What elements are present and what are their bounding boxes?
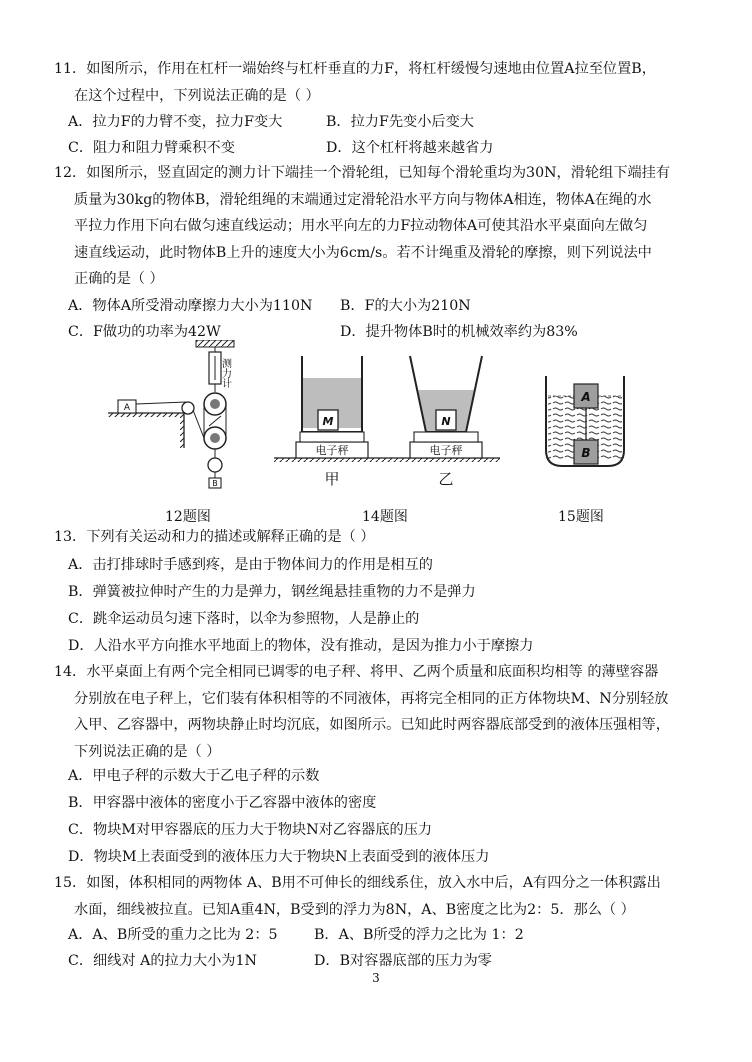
q11-option-b[interactable]: B．拉力F先变小后变大 bbox=[326, 114, 474, 130]
q15-option-c[interactable]: C．细线对 A的拉力大小为1N bbox=[68, 953, 257, 969]
figure-12 bbox=[108, 340, 234, 488]
question-11-line-2: 在这个过程中，下列说法正确的是（ ） bbox=[74, 87, 320, 104]
question-15-line-2: 水面，细线被拉直。已知A重4N，B受到的浮力为8N，A、B密度之比为2：5．那么（ ） bbox=[74, 901, 635, 918]
svg-text:N: N bbox=[441, 415, 451, 428]
question-11-options-row-1 bbox=[68, 109, 708, 135]
question-11-line-1: 11．如图所示，作用在杠杆一端始终与杠杆垂直的力F，将杠杆缓慢匀速地由位置A拉至位置B， bbox=[54, 61, 656, 77]
q14-option-d[interactable]: D．物块M上表面受到的液体压力大于物块N上表面受到的液体压力 bbox=[68, 849, 490, 865]
question-14 bbox=[54, 659, 710, 765]
page-number: 3 bbox=[372, 971, 380, 985]
question-14-line-3: 入甲、乙容器中，两物块静止时均沉底，如图所示。已知此时两容器底部受到的液体压强相等， bbox=[74, 717, 670, 734]
q14-option-c[interactable]: C．物块M对甲容器底的压力大于物块N对乙容器底的压力 bbox=[68, 822, 433, 838]
q15-option-d[interactable]: D．B对容器底部的压力为零 bbox=[314, 953, 492, 969]
question-12-line-4: 速直线运动，此时物体B上升的速度大小为6cm/s。若不计绳重及滑轮的摩擦，则下列说法中 bbox=[74, 244, 652, 261]
question-12-line-3: 平拉力作用下向右做匀速直线运动；用水平向左的力F拉动物体A可使其沿水平桌面向左做匀 bbox=[74, 218, 648, 235]
figures-drawing bbox=[0, 340, 752, 530]
label-jia: 甲 bbox=[324, 470, 340, 488]
q12-option-c[interactable]: C．F做功的功率为42W bbox=[68, 324, 221, 340]
svg-text:M: M bbox=[322, 415, 334, 428]
question-14-line-2: 分别放在电子秤上，它们装有体积相等的不同液体，再将完全相同的正方体物块M、N分别轻放 bbox=[74, 690, 669, 707]
question-15-line-1: 15．如图，体积相同的两物体 A、B用不可伸长的细线系住，放入水中后，A有四分之一体积露出 bbox=[54, 875, 661, 891]
q13-option-b[interactable]: B．弹簧被拉伸时产生的力是弹力，钢丝绳悬挂重物的力不是弹力 bbox=[68, 584, 476, 600]
fixed-pulley bbox=[182, 402, 194, 414]
q11-option-d[interactable]: D．这个杠杆将越来越省力 bbox=[326, 140, 494, 156]
svg-text:B: B bbox=[581, 446, 591, 460]
figures-row bbox=[0, 340, 752, 530]
q13-option-a[interactable]: A．击打排球时手感到疼，是由于物体间力的作用是相互的 bbox=[68, 557, 433, 573]
question-12 bbox=[54, 160, 710, 293]
scale-yi-label: 电子秤 bbox=[429, 444, 463, 457]
question-12-line-5: 正确的是（ ） bbox=[74, 271, 164, 288]
q15-option-a[interactable]: A．A、B所受的重力之比为 2：5 bbox=[68, 927, 278, 943]
question-14-line-1: 14．水平桌面上有两个完全相同已调零的电子秤、将甲、乙两个质量和底面积均相等 的薄壁容器 bbox=[54, 664, 659, 680]
caption-fig14: 14题图 bbox=[362, 509, 408, 525]
caption-fig12: 12题图 bbox=[165, 509, 211, 525]
q14-option-b[interactable]: B．甲容器中液体的密度小于乙容器中液体的密度 bbox=[68, 795, 377, 811]
q14-option-a[interactable]: A．甲电子秤的示数大于乙电子秤的示数 bbox=[68, 768, 320, 784]
svg-text:B: B bbox=[212, 479, 218, 488]
q13-option-d[interactable]: D．人沿水平方向推水平地面上的物体，没有推动，是因为推力小于摩擦力 bbox=[68, 638, 534, 654]
q12-option-a[interactable]: A．物体A所受滑动摩擦力大小为110N bbox=[68, 298, 313, 314]
q12-option-b[interactable]: B．F的大小为210N bbox=[340, 298, 471, 314]
figure-15 bbox=[546, 376, 624, 466]
q13-option-c[interactable]: C．跳伞运动员匀速下落时，以伞为参照物，人是静止的 bbox=[68, 611, 420, 627]
question-13 bbox=[54, 524, 710, 551]
question-13-line-1: 13．下列有关运动和力的描述或解释正确的是（ ） bbox=[54, 529, 375, 545]
scale-jia-label: 电子秤 bbox=[315, 444, 349, 457]
label-yi: 乙 bbox=[438, 470, 454, 488]
q15-option-b[interactable]: B．A、B所受的浮力之比为 1：2 bbox=[314, 927, 524, 943]
question-14-line-4: 下列说法正确的是（ ） bbox=[74, 743, 221, 760]
question-15-options-row-1 bbox=[68, 922, 708, 948]
q12-option-d[interactable]: D．提升物体B时的机械效率约为83% bbox=[340, 324, 578, 340]
caption-fig15: 15题图 bbox=[558, 509, 604, 525]
question-12-options-row-1 bbox=[68, 293, 708, 319]
svg-text:A: A bbox=[581, 390, 591, 404]
meter-label: 测力计 bbox=[219, 358, 231, 388]
svg-text:A: A bbox=[123, 403, 131, 413]
question-15 bbox=[54, 870, 710, 923]
question-11 bbox=[54, 56, 710, 109]
question-11-options-row-2 bbox=[68, 135, 708, 161]
figure-14 bbox=[274, 356, 500, 488]
q11-option-c[interactable]: C．阻力和阻力臂乘积不变 bbox=[68, 140, 235, 156]
q11-option-a[interactable]: A．拉力F的力臂不变，拉力F变大 bbox=[68, 114, 283, 130]
question-12-line-2: 质量为30kg的物体B，滑轮组绳的末端通过定滑轮沿水平方向与物体A相连，物体A在绳的水 bbox=[74, 191, 652, 208]
question-12-line-1: 12．如图所示，竖直固定的测力计下端挂一个滑轮组，已知每个滑轮重均为30N，滑轮组下端挂有 bbox=[54, 165, 671, 181]
